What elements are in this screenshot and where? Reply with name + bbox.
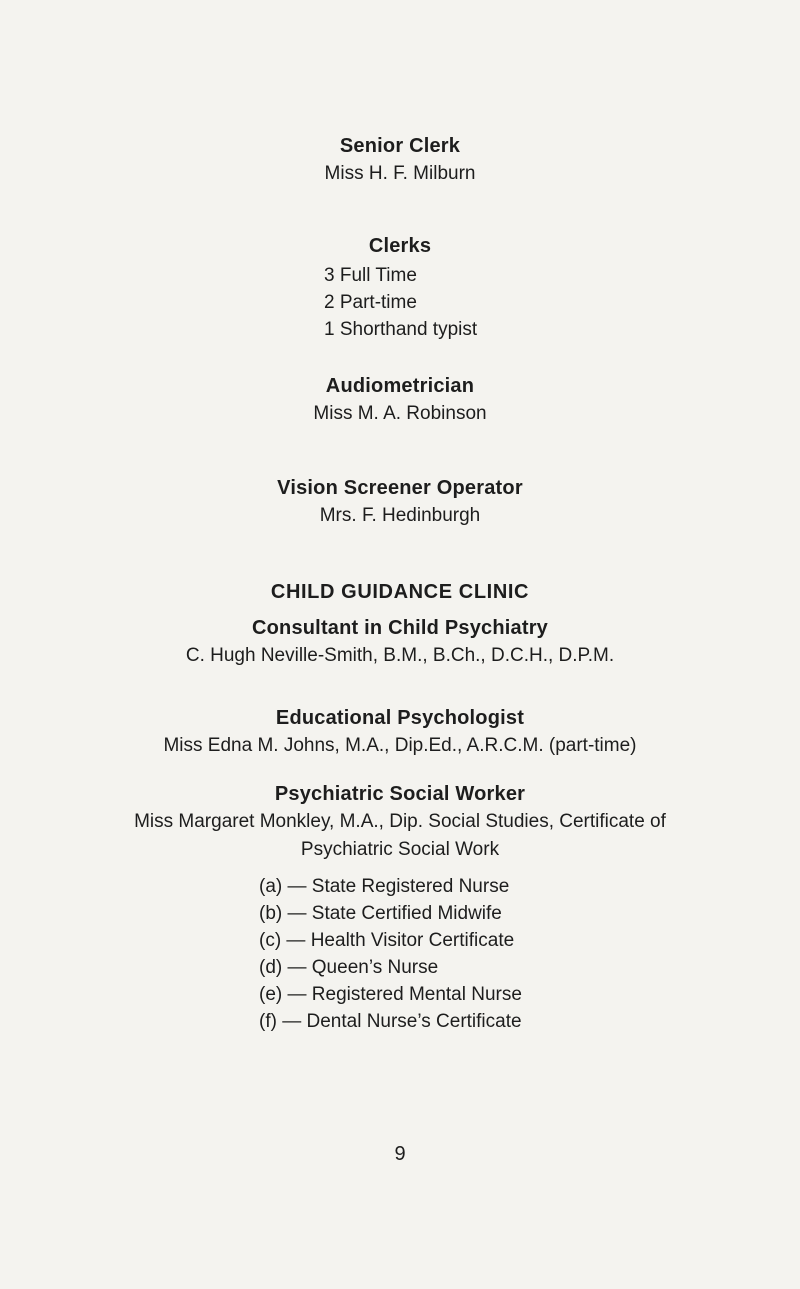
social-worker-name-line1: Miss Margaret Monkley, M.A., Dip. Social Studies, Certificate of (134, 811, 666, 832)
audiometrician-name: Miss M. A. Robinson (313, 403, 487, 424)
clerks-section (0, 232, 800, 260)
social-worker-section (0, 780, 800, 864)
clerks-list (324, 262, 477, 343)
legend-item: (d) — Queen’s Nurse (259, 957, 439, 978)
social-worker-name-line2: Psychiatric Social Work (300, 839, 500, 860)
senior-clerk-section (0, 132, 800, 188)
clerks-title: Clerks (368, 235, 432, 257)
audiometrician-title: Audiometrician (325, 375, 475, 397)
vision-screener-title: Vision Screener Operator (277, 477, 523, 499)
psychologist-title: Educational Psychologist (275, 707, 525, 729)
vision-screener-section (0, 474, 800, 530)
vision-screener-name: Mrs. F. Hedinburgh (319, 505, 481, 526)
legend-item: (f) — Dental Nurse’s Certificate (259, 1011, 522, 1032)
legend-item: (b) — State Certified Midwife (259, 903, 502, 924)
page-number: 9 (394, 1143, 406, 1165)
consultant-title: Consultant in Child Psychiatry (251, 617, 549, 639)
social-worker-title: Psychiatric Social Worker (274, 783, 526, 805)
consultant-section (0, 614, 800, 670)
senior-clerk-name: Miss H. F. Milburn (324, 163, 476, 184)
audiometrician-section (0, 372, 800, 428)
legend-item: (a) — State Registered Nurse (259, 876, 510, 897)
senior-clerk-title: Senior Clerk (339, 135, 461, 157)
child-guidance-section (0, 578, 800, 606)
psychologist-section (0, 704, 800, 760)
legend-item: (e) — Registered Mental Nurse (259, 984, 522, 1005)
consultant-name: C. Hugh Neville-Smith, B.M., B.Ch., D.C.H., D.P.M. (185, 645, 615, 666)
legend-item: (c) — Health Visitor Certificate (259, 930, 515, 951)
clerks-item: 2 Part-time (324, 292, 417, 313)
child-guidance-title: CHILD GUIDANCE CLINIC (270, 581, 530, 603)
clerks-item: 1 Shorthand typist (324, 319, 478, 340)
clerks-item: 3 Full Time (324, 265, 417, 286)
psychologist-name: Miss Edna M. Johns, M.A., Dip.Ed., A.R.C.M. (part-time) (163, 735, 637, 756)
qualifications-legend (259, 873, 522, 1035)
